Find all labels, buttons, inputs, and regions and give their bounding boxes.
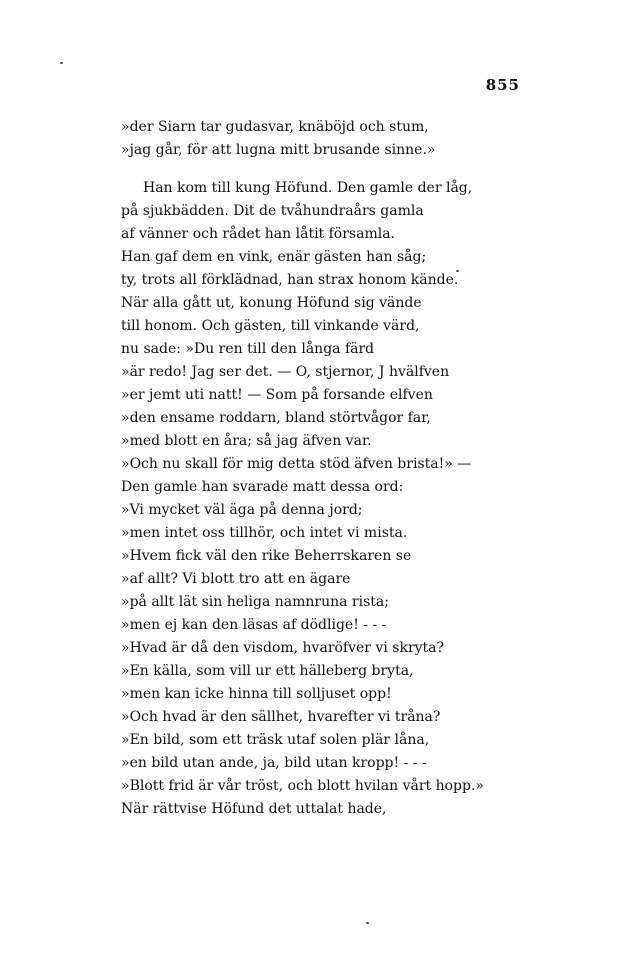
verse-line: »men intet oss tillhör, och intet vi mista. <box>121 525 408 541</box>
verse-line: När alla gått ut, konung Höfund sig vände <box>121 295 422 311</box>
verse-line: »med blott en åra; så jag äfven var. <box>121 433 372 449</box>
stanza-1 <box>121 116 541 162</box>
verse-line: ty, trots all förklädnad, han strax honom kände. <box>121 272 459 288</box>
verse-line: »er jemt uti natt! — Som på forsande elfven <box>121 387 433 403</box>
verse-line: »En källa, som vill ur ett hälleberg bryta, <box>121 663 414 679</box>
verse-line: »Vi mycket väl äga på denna jord; <box>121 502 363 518</box>
verse-line: af vänner och rådet han låtit församla. <box>121 226 396 242</box>
verse-line: till honom. Och gästen, till vinkande värd, <box>121 318 420 334</box>
verse-line: Han gaf dem en vink, enär gästen han såg; <box>121 249 427 265</box>
verse-line: »på allt lät sin heliga namnruna rista; <box>121 594 389 610</box>
verse-line: »en bild utan ande, ja, bild utan kropp! - - - <box>121 755 427 771</box>
verse-line: »Blott frid är vår tröst, och blott hvilan vårt hopp.» <box>121 778 484 794</box>
verse-line: Den gamle han svarade matt dessa ord: <box>121 479 404 495</box>
verse-line: »Och hvad är den sällhet, hvarefter vi tråna? <box>121 709 441 725</box>
verse-line: »Hvem fick väl den rike Beherrskaren se <box>121 548 412 564</box>
verse-line: på sjukbädden. Dit de tvåhundraårs gamla <box>121 203 424 219</box>
verse-line: »men kan icke hinna till solljuset opp! <box>121 686 392 702</box>
page-number: 855 <box>485 76 520 94</box>
verse-line: Han kom till kung Höfund. Den gamle der låg, <box>143 180 473 196</box>
verse-line: När rättvise Höfund det uttalat hade, <box>121 801 387 817</box>
verse-line: »Hvad är då den visdom, hvaröfver vi skryta? <box>121 640 445 656</box>
verse-line: »är redo! Jag ser det. — O, stjernor, J hvälfven <box>121 364 450 380</box>
stanza-2 <box>121 177 541 821</box>
verse-line: »jag går, för att lugna mitt brusande sinne.» <box>121 142 436 158</box>
paper-speck <box>366 922 369 924</box>
verse-line: nu sade: »Du ren till den långa färd <box>121 341 375 357</box>
verse-line: »af allt? Vi blott tro att en ägare <box>121 571 351 587</box>
paper-speck <box>60 62 63 64</box>
verse-line: »En bild, som ett träsk utaf solen plär låna, <box>121 732 430 748</box>
verse-line: »Och nu skall för mig detta stöd äfven brista!» — <box>121 456 472 472</box>
verse-line: »der Siarn tar gudasvar, knäböjd och stum, <box>121 119 429 135</box>
verse-line: »den ensame roddarn, bland störtvågor far, <box>121 410 431 426</box>
verse-line: »men ej kan den läsas af dödlige! - - - <box>121 617 387 633</box>
paper-speck <box>456 270 459 272</box>
